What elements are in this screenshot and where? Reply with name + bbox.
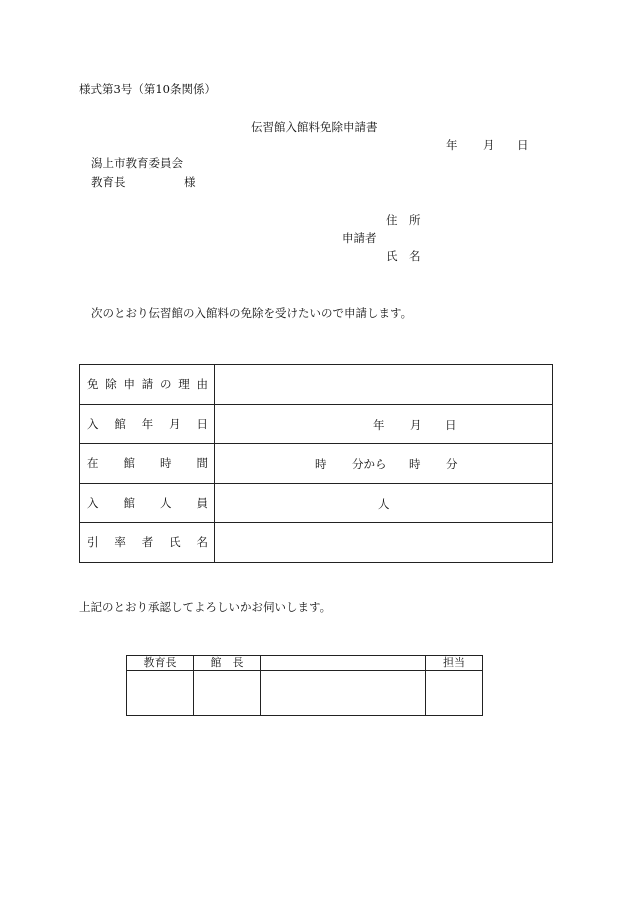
- label-char: 入: [87, 416, 99, 431]
- visitor-count-input-cell[interactable]: [215, 483, 553, 523]
- visitor-count-label: [87, 495, 208, 511]
- form-number: 様式第3号（第10条関係）: [79, 82, 216, 96]
- label-char: 在: [87, 456, 99, 471]
- label-char: 引: [87, 535, 99, 550]
- addressee-honorific: 様: [184, 175, 196, 189]
- application-form-table: [79, 364, 553, 563]
- addressee-position: 教育長: [91, 175, 126, 189]
- blank-stamp-cell[interactable]: [261, 671, 426, 716]
- label-char: 名: [196, 535, 208, 550]
- form-row-visit-date: [80, 404, 553, 444]
- label-char: 人: [160, 495, 172, 510]
- label-cell: [80, 444, 215, 484]
- form-row-leader-name: [80, 523, 553, 563]
- label-char: 由: [196, 377, 208, 392]
- form-row-visitor-count: [80, 483, 553, 523]
- approval-header-superintendent: 教育長: [127, 656, 194, 671]
- label-char: 請: [141, 377, 154, 392]
- visit-day-unit: 日: [445, 417, 457, 432]
- director-stamp-cell[interactable]: [194, 671, 261, 716]
- label-char: の: [160, 377, 172, 392]
- approval-text: 上記のとおり承認してよろしいかお伺いします。: [79, 600, 332, 614]
- start-minute-unit: 分から: [352, 457, 387, 471]
- label-char: 月: [169, 416, 181, 431]
- visit-month-unit: 月: [410, 417, 422, 432]
- applicant-address-label: 住 所: [386, 213, 421, 227]
- visit-year-unit: 年: [373, 417, 385, 432]
- approval-stamp-row: [127, 671, 483, 716]
- label-char: 申: [123, 377, 135, 392]
- stay-time-input-cell[interactable]: [215, 444, 553, 484]
- form-row-stay-time: [80, 444, 553, 484]
- person-unit: 人: [378, 496, 390, 511]
- page-title: 伝習館入館料免除申請書: [251, 120, 378, 134]
- label-char: 率: [114, 535, 126, 550]
- date-year-label: 年: [446, 138, 458, 152]
- start-hour-unit: 時: [315, 457, 327, 471]
- label-char: 間: [196, 456, 208, 471]
- label-char: 免: [87, 377, 99, 392]
- date-month-label: 月: [483, 138, 495, 152]
- staff-stamp-cell[interactable]: [426, 671, 483, 716]
- label-cell: [80, 523, 215, 563]
- visit-date-input-cell[interactable]: [215, 404, 553, 444]
- applicant-role-label: 申請者: [342, 231, 377, 245]
- approval-header-blank: [261, 656, 426, 671]
- label-char: 理: [178, 377, 190, 392]
- reason-input-cell[interactable]: [215, 365, 553, 405]
- superintendent-stamp-cell[interactable]: [127, 671, 194, 716]
- end-hour-unit: 時: [409, 457, 421, 471]
- label-cell: [80, 365, 215, 405]
- date-day-label: 日: [517, 138, 529, 152]
- leader-name-input-cell[interactable]: [215, 523, 553, 563]
- label-cell: [80, 483, 215, 523]
- label-cell: [80, 404, 215, 444]
- end-minute-unit: 分: [446, 457, 458, 471]
- applicant-name-label: 氏 名: [386, 249, 421, 263]
- addressee-organization: 潟上市教育委員会: [91, 156, 183, 170]
- label-char: 日: [196, 416, 208, 431]
- label-char: 館: [123, 456, 135, 471]
- label-char: 除: [105, 377, 117, 392]
- approval-header-staff: 担当: [426, 656, 483, 671]
- label-char: 館: [114, 416, 126, 431]
- reason-label: [87, 376, 208, 392]
- approval-header-row: [127, 656, 483, 671]
- label-char: 員: [196, 495, 208, 510]
- form-row-reason: [80, 365, 553, 405]
- stay-time-label: [87, 455, 208, 471]
- visit-date-label: [87, 416, 208, 432]
- label-char: 入: [87, 495, 99, 510]
- approval-header-director: 館 長: [194, 656, 261, 671]
- leader-name-label: [87, 534, 208, 550]
- label-char: 者: [141, 535, 154, 550]
- approval-stamp-table: [126, 655, 483, 716]
- label-char: 年: [141, 416, 154, 431]
- label-char: 時: [160, 456, 172, 471]
- intro-text: 次のとおり伝習館の入館料の免除を受けたいので申請します。: [91, 306, 413, 320]
- label-char: 館: [123, 495, 135, 510]
- label-char: 氏: [169, 535, 181, 550]
